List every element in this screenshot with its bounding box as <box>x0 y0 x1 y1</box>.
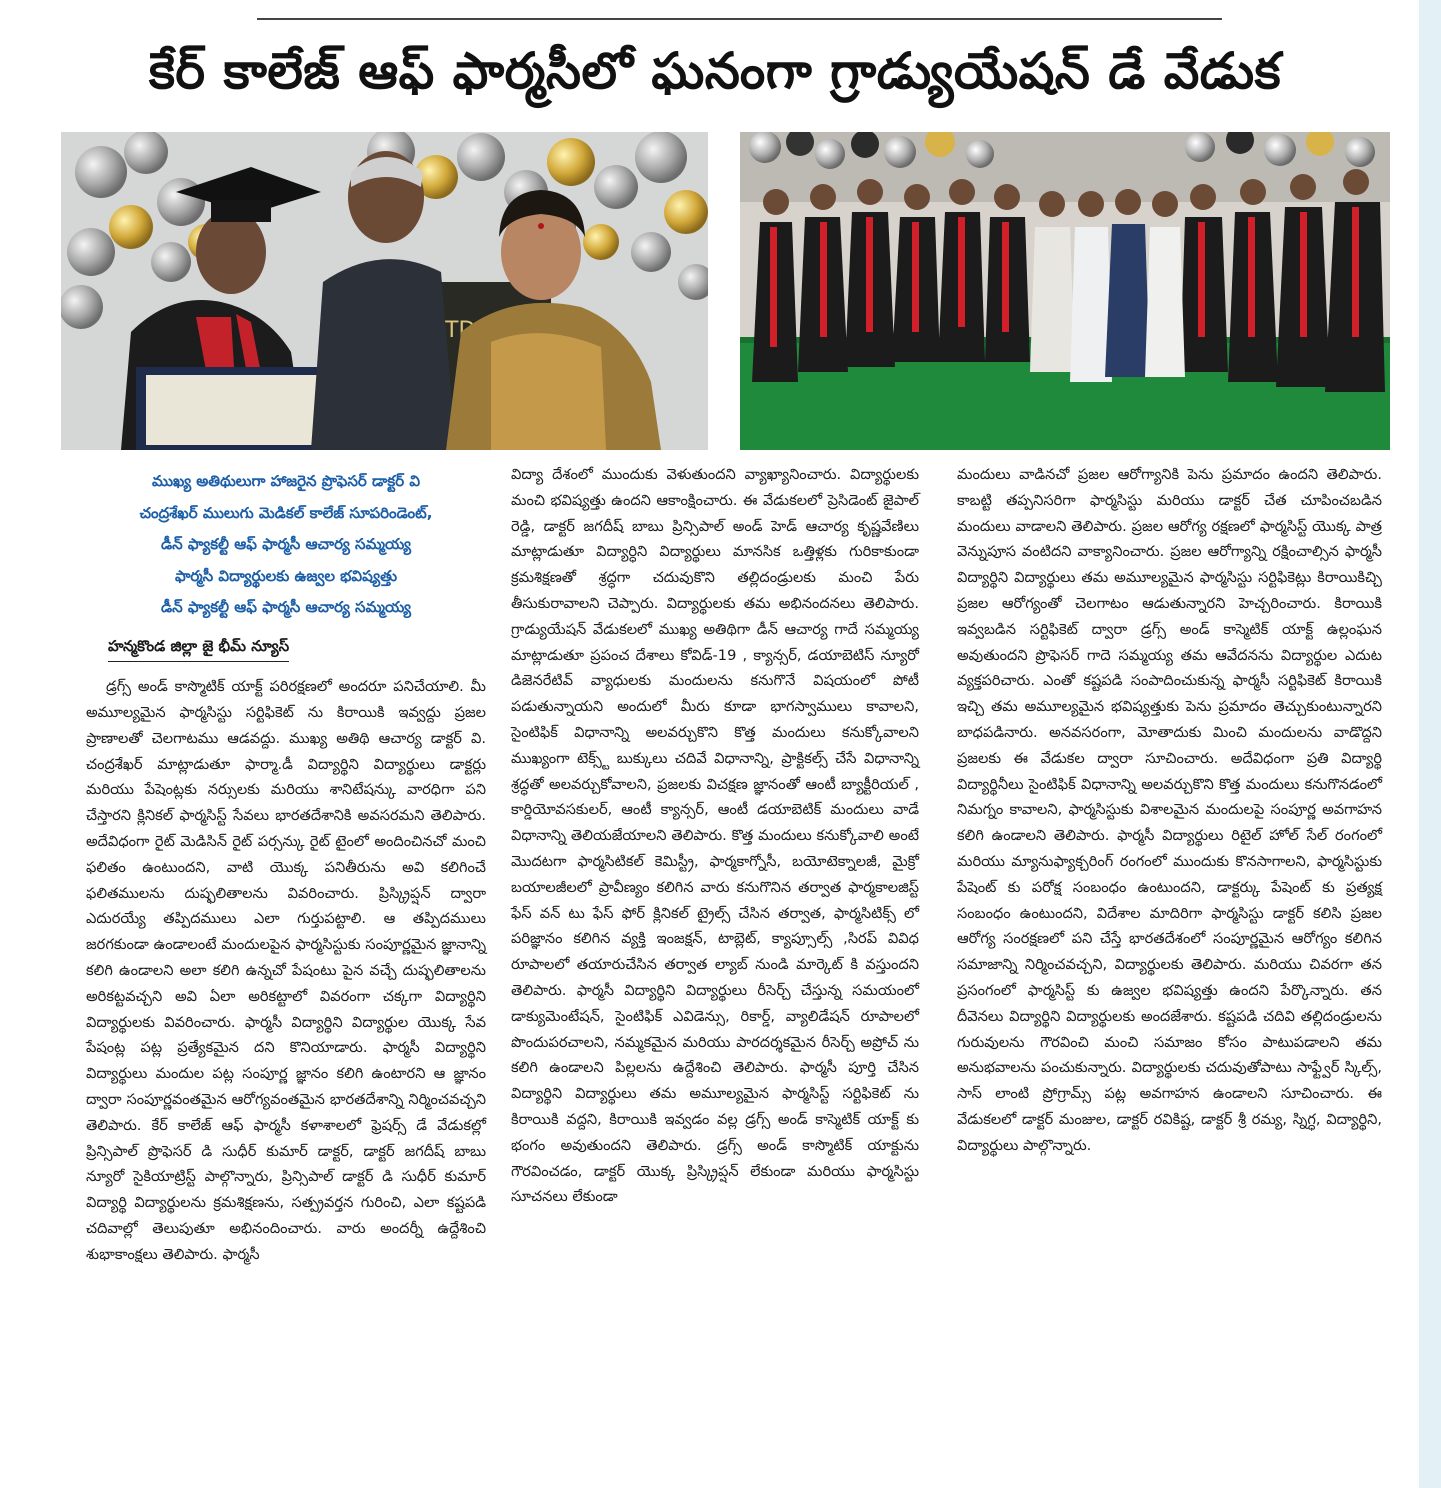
top-rule <box>257 18 1222 20</box>
headline: కేర్ కాలేజ్ ఆఫ్ ఫార్మసీలో ఘనంగా గ్రాడ్యుయేషన్ డే వేడుక <box>148 42 1282 100</box>
photo-graduates-group <box>740 132 1390 450</box>
article-column-3 <box>957 462 1382 1159</box>
byline: హన్మకొండ జిల్లా జై భీమ్ న్యూస్ <box>108 634 289 663</box>
photo-graduate-with-parents <box>61 132 708 450</box>
highlight-line: ఫార్మసీ విద్యార్థులకు ఉజ్వల భవిష్యత్తు <box>174 566 398 585</box>
highlight-line: చంద్రశేఖర్ ములుగు మెడికల్ కాలేజ్ సూపరిండెంట్, <box>139 503 433 522</box>
article-column-2 <box>511 462 919 1210</box>
highlight-line: డీన్ ఫ్యాకల్టీ ఆఫ్ ఫార్మసీ ఆచార్య సమ్మయ్య <box>161 535 411 553</box>
body-text: డ్రగ్స్ అండ్ కాస్మొటిక్ యాక్ట్ పరిరక్షణలో అందరూ పనిచేయాలి. మీ అమూల్యమైన ఫార్మసిస్టు సర్టిఫికెట్ ను కిరాయికి ఇవ్వద్దు ప్రజల ప్రాణాలతో చెలగాటము ఆడవద్దు. ముఖ్య అతిథి ఆచార్య డాక్టర్ వి. చంద్రశేఖర్ మాట్లాడుతూ ఫార్మా.డీ విద్యార్థిని విద్యార్థులు డాక్టర్లు మరియు పేషెంట్లకు నర్సులకు మరియు శానిటేషన్కు వారధిగా పని చేస్తారని క్లినికల్ ఫార్మసిస్ట్ సేవలు భారతదేశానికి అవసరమని తెలిపారు. అదేవిధంగా రైట్ మెడిసిన్ రైట్ పర్సన్కు రైట్ టైంలో అందించినచో మంచి ఫలితం ఉంటుందని, వాటి యొక్క పనితీరును అవి కలిగించే ఫలితములను దుష్ఫలితాలను వివరించారు. ప్రిస్క్రిప్షన్ ద్వారా ఎదురయ్యే తప్పిదములు ఎలా గుర్తుపట్టాలి. ఆ తప్పిదములు జరగకుండా ఉండాలంటే మందులపైన ఫార్మసిస్టుకు సంపూర్ణమైన జ్ఞానాన్ని కలిగి ఉండాలని అలా కలిగి ఉన్నచో పేషంటు పైన వచ్చే దుష్ఫలితాలను అరికట్టవచ్చని అవి ఏలా అరికట్టాలో వివరంగా చక్కగా విద్యార్థిని విద్యార్థులకు వివరించారు. ఫార్మసీ విద్యార్థిని విద్యార్థుల యొక్క సేవ పేషంట్ల పట్ల ప్రత్యేకమైన దని కొనియాడారు. ఫార్మసీ విద్యార్థిని విద్యార్థులు మందుల పట్ల సంపూర్ణ జ్ఞానం కలిగి ఉంటారని ఆ జ్ఞానం ద్వారా సంపూర్ణవంతమైన ఆరోగ్యవంతమైన భారతదేశాన్ని నిర్మించవచ్చని తెలిపారు. కేర్ కాలేజ్ ఆఫ్ ఫార్మసీ కళాశాలలో ఫ్రెషర్స్ డే వేడుకల్లో ప్రిన్సిపాల్ ప్రొఫెసర్ డి సుధీర్ కుమార్ డాక్టర్, డాక్టర్ జగదీష్ బాబు న్యూరో సైకియాట్రిస్ట్ పాల్గొన్నారు, ప్రిన్సిపాల్ డాక్టర్ డి సుధీర్ కుమార్ విద్యార్థి విద్యార్థులను క్రమశిక్షణను, సత్ప్రవర్తన గురించి, ఎలా కష్టపడి చదివాల్లో తెలుపుతూ అభినందించారు. వారు అందర్నీ ఉద్దేశించి శుభాకాంక్షలు తెలిపారు. ఫార్మసీ <box>86 678 486 1263</box>
page-edge-strip <box>1419 0 1441 1488</box>
highlight-line: ముఖ్య అతిథులుగా హాజరైన ప్రొఫెసర్ డాక్టర్ వి <box>151 472 421 490</box>
body-text: విద్యా దేశంలో ముందుకు వెళుతుందని వ్యాఖ్యానించారు. విద్యార్థులకు మంచి భవిష్యత్తు ఉందని ఆకాంక్షించారు. ఈ వేడుకలలో ప్రెసిడెంట్ జైపాల్ రెడ్డి, డాక్టర్ జగదీష్ బాబు ప్రిన్సిపాల్ అండ్ హెడ్ ఆచార్య కృష్ణవేణిలు మాట్లాడుతూ విద్యార్ధిని విద్యార్థులు మానసిక ఒత్తిళ్లకు గురికాకుండా క్రమశిక్షణతో శ్రద్ధగా చదువుకొని తల్లిదండ్రులకు మంచి పేరు తీసుకురావాలని చెప్పారు. విద్యార్థులకు తమ అభినందనలు తెలిపారు. గ్రాడ్యుయేషన్ వేడుకలలో ముఖ్య అతిథిగా డీన్ ఆచార్య గాదే సమ్మయ్య మాట్లాడుతూ ప్రపంచ దేశాలు కోవిడ్-19 , క్యాన్సర్, డయాబెటిస్ న్యూరో డిజెనరేటివ్ వ్యాధులకు మందులను కనుగొనే విషయంలో పోటీ పడుతున్నాయని అందులో మీరు కూడా భాగస్వాములు కావాలని, సైంటిఫిక్ విధానాన్ని అలవర్చుకొని కొత్త మందులు కనుక్కోవాలని ముఖ్యంగా టెక్స్ట్ బుక్కులు చదివే విధానాన్ని, ప్రాక్టికల్స్ చేసే విధానాన్ని శ్రద్ధతో అలవర్చుకోవాలని, ప్రజలకు విచక్షణ జ్ఞానంతో ఆంటీ బ్యాక్టీరియల్ , కార్డియోవసకులర్, ఆంటీ క్యాన్సర్, ఆంటీ డయాబెటిక్ మందులు వాడే విధానాన్ని తెలియజేయాలని తెలిపారు. కొత్త మందులు కనుక్కోవాలి అంటే మొదటగా ఫార్మసిటికల్ కెమిస్ట్రీ, ఫార్మకాగ్నోసీ, బయోటెక్నాలజీ, మైక్రో బయాలజీలలో ప్రావీణ్యం కలిగిన వారు కనుగొనిన తర్వాత ఫార్మకాలజిస్ట్ ఫేస్ వన్ టు ఫేస్ ఫోర్ క్లినికల్ ట్రైల్స్ చేసిన తర్వాత, ఫార్మసిటిక్స్ లో పరిజ్ఞానం కలిగిన వ్యక్తి ఇంజక్షన్, టాబ్లెట్, క్యాప్సూల్స్ ,సిరప్ వివిధ రూపాలలో తయారుచేసిన తర్వాత ల్యాబ్ నుండి మార్కెట్ కి వస్తుందని తెలిపారు. ఫార్మసీ విద్యార్థిని విద్యార్థులు రీసెర్చ్ చేస్తున్న సమయంలో డాక్యుమెంటేషన్, సైంటిఫిక్ ఎవిడెన్సు, రికార్డ్, వ్యాలిడేషన్ రూపాలలో పొందుపరచాలని, నమ్మకమైన మరియు పారదర్శకమైన రీసెర్చ్ అప్రోచ్ ను కలిగి ఉండాలని పిల్లలను ఉద్దేశించి తెలిపారు. ఫార్మసీ పూర్తి చేసిన విద్యార్థిని విద్యార్థులు తమ అమూల్యమైన ఫార్మసిస్ట్ సర్టిఫికెట్ ను కిరాయికి వద్దని, కిరాయికి ఇవ్వడం వల్ల డ్రగ్స్ అండ్ కాస్మెటిక్ యాక్ట్ కు భంగం అవుతుందని తెలిపారు. డ్రగ్స్ అండ్ కాస్మొటిక్ యాక్టును గౌరవించడం, డాక్టర్ యొక్క ప్రిస్క్రిప్షన్ లేకుండా మరియు ఫార్మసిస్టు సూచనలు లేకుండా <box>511 466 919 1206</box>
highlights-box <box>86 466 486 624</box>
article-column-1 <box>86 462 486 1268</box>
body-text: మందులు వాడినచో ప్రజల ఆరోగ్యానికి పెను ప్రమాదం ఉందని తెలిపారు. కాబట్టి తప్పనిసరిగా ఫార్మసిస్టు మరియు డాక్టర్ చేత చూపించబడిన మందులు వాడాలని తెలిపారు. ప్రజల ఆరోగ్య రక్షణలో ఫార్మసిస్ట్ యొక్క పాత్ర వెన్నుపూస వంటిదని వాక్యానించారు. ప్రజల ఆరోగ్యాన్ని రక్షించాల్సిన ఫార్మసీ విద్యార్థిని విద్యార్థులు తమ అమూల్యమైన ఫార్మసిస్టు సర్టిఫికెట్లు కిరాయికిచ్చి ప్రజల ఆరోగ్యంతో చెలగాటం ఆడుతున్నారని హెచ్చరించారు. కిరాయికి ఇవ్వబడిన సర్టిఫికెట్ ద్వారా డ్రగ్స్ అండ్ కాస్మెటిక్ యాక్ట్ ఉల్లంఘన అవుతుందని ప్రొఫెసర్ గాదె సమ్మయ్య తమ ఆవేదనను విద్యార్థుల ఎదుట వ్యక్తపరిచారు. ఎంతో కష్టపడి సంపాదించుకున్న ఫార్మసీ సర్టిఫికెట్ కిరాయికి ఇచ్చి తమ అమూల్యమైన భవిష్యత్తుకు పెను ప్రమాదం తెచ్చుకుంటున్నారని బాధపడినారు. అనవసరంగా, మోతాదుకు మించి మందులను వాడొద్దని ప్రజలకు ఈ వేడుకల ద్వారా సూచించారు. అదేవిధంగా ప్రతి విద్యార్థి విద్యార్థినీలు సైంటిఫిక్ విధానాన్ని అలవర్చుకొని కొత్త మందులు కనుగొనడంలో నిమగ్నం కావాలని, ఫార్మసిస్టుకు విశాలమైన మందులపై సంపూర్ణ అవగాహన కలిగి ఉండాలని తెలిపారు. ఫార్మసీ విద్యార్థులు రిటైల్ హోల్ సేల్ రంగంలో మరియు మ్యానుఫ్యాక్చరింగ్ రంగంలో ముందుకు కొనసాగాలని, ఫార్మసిస్టుకు పేషెంట్ కు పరోక్ష సంబంధం ఉంటుందని, డాక్టర్కు పేషెంట్ కు ప్రత్యక్ష సంబంధం ఉంటుందని, విదేశాల మాదిరిగా ఫార్మసిస్టు డాక్టర్ కలిసి ప్రజల ఆరోగ్య సంరక్షణలో పని చేస్తే భారతదేశంలో సంపూర్ణమైన ఆరోగ్యం కలిగిన సమాజాన్ని నిర్మించవచ్చని, విద్యార్థులకు తెలిపారు. మరియు చివరగా తన ప్రసంగంలో ఫార్మసిస్ట్ కు ఉజ్వల భవిష్యత్తు ఉందని పేర్కొన్నారు. తన దీవెనలు విద్యార్థిని విద్యార్థులకు అందజేశారు. కష్టపడి చదివి తల్లిదండ్రులను గురువులను గౌరవించి మంచి సమాజం కోసం పాటుపడాలని తమ అనుభవాలను పంచుకున్నారు. విద్యార్థులకు చదువుతోపాటు సాఫ్ట్వేర్ స్కిల్స్, సాస్ లాంటి ప్రోగ్రామ్స్ పట్ల అవగాహన ఉండాలని సూచించారు. ఈ వేడుకలలో డాక్టర్ మంజుల, డాక్టర్ రవికిష్ట, డాక్టర్ శ్రీ రమ్య, స్నిగ్ధ, విద్యార్థిని, విద్యార్థులు పాల్గొన్నారు. <box>957 466 1382 1154</box>
highlight-line: డీన్ ఫ్యాకల్టీ ఆఫ్ ఫార్మసీ ఆచార్య సమ్మయ్య <box>161 598 411 616</box>
